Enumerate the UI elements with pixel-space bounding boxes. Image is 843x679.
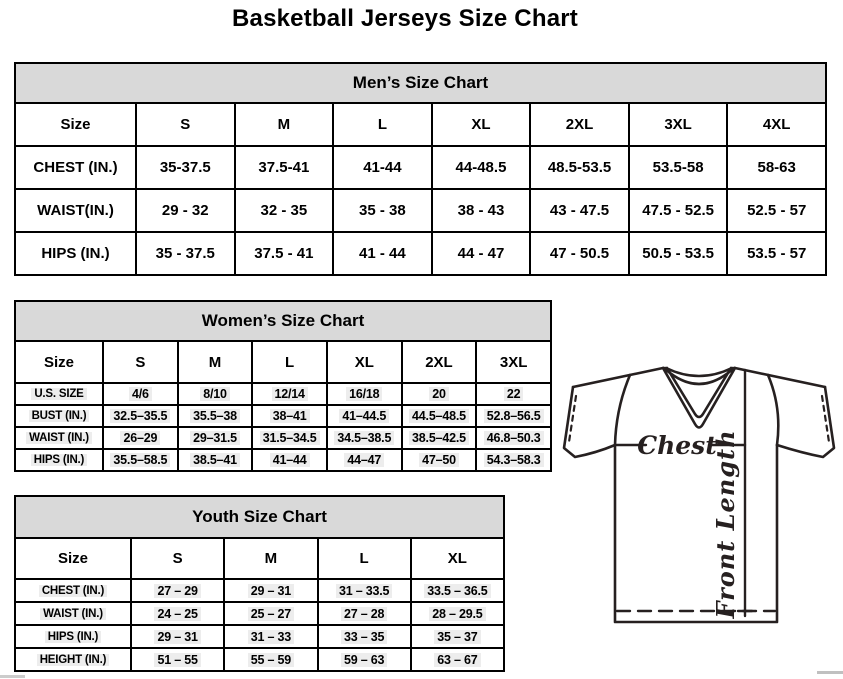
table-cell: 8/10 (178, 383, 253, 405)
table-cell: 35 - 38 (333, 189, 432, 232)
page-edge-artifact-right (817, 671, 843, 674)
table-cell: 52.5 - 57 (727, 189, 826, 232)
table-cell: 32 - 35 (235, 189, 334, 232)
table-cell: 27 – 29 (131, 579, 224, 602)
jersey-sleeve-right (777, 387, 834, 457)
size-column-header: XL (432, 103, 531, 146)
table-cell: 33.5 – 36.5 (411, 579, 504, 602)
size-column-header: M (178, 341, 253, 383)
table-row (15, 405, 551, 427)
table-cell: 48.5-53.5 (530, 146, 629, 189)
size-column-header: M (224, 538, 317, 579)
chart-title-band: Youth Size Chart (15, 496, 504, 538)
table-cell: 35.5–38 (178, 405, 253, 427)
mens-size-chart-section (14, 62, 827, 276)
row-label: HEIGHT (IN.) (15, 648, 131, 671)
size-column-header: 2XL (402, 341, 477, 383)
table-cell: 35.5–58.5 (103, 449, 178, 471)
table-cell: 53.5-58 (629, 146, 728, 189)
table-cell: 50.5 - 53.5 (629, 232, 728, 275)
row-label: CHEST (IN.) (15, 146, 136, 189)
size-corner-header: Size (15, 341, 103, 383)
size-column-header: XL (327, 341, 402, 383)
table-cell: 29–31.5 (178, 427, 253, 449)
table-cell: 47.5 - 52.5 (629, 189, 728, 232)
table-cell: 41 - 44 (333, 232, 432, 275)
row-label: WAIST(IN.) (15, 189, 136, 232)
chart-title-band: Women’s Size Chart (15, 301, 551, 341)
chart-title-band: Men’s Size Chart (15, 63, 826, 103)
jersey-shoulder-right (735, 368, 825, 387)
table-cell: 29 – 31 (224, 579, 317, 602)
table-cell: 43 - 47.5 (530, 189, 629, 232)
table-cell: 35-37.5 (136, 146, 235, 189)
row-label: HIPS (IN.) (15, 232, 136, 275)
row-label: CHEST (IN.) (15, 579, 131, 602)
table-cell: 38 - 43 (432, 189, 531, 232)
table-cell: 47 - 50.5 (530, 232, 629, 275)
table-cell: 25 – 27 (224, 602, 317, 625)
womens-size-table (14, 300, 552, 472)
table-row (15, 189, 826, 232)
front-length-label: Front Length (711, 429, 740, 619)
table-cell: 38–41 (252, 405, 327, 427)
table-cell: 22 (476, 383, 551, 405)
size-corner-header: Size (15, 103, 136, 146)
size-header-row (15, 341, 551, 383)
table-row (15, 427, 551, 449)
table-cell: 20 (402, 383, 477, 405)
table-cell: 53.5 - 57 (727, 232, 826, 275)
table-cell: 32.5–35.5 (103, 405, 178, 427)
row-label: HIPS (IN.) (15, 449, 103, 471)
table-cell: 31 – 33 (224, 625, 317, 648)
table-cell: 37.5-41 (235, 146, 334, 189)
size-header-row (15, 538, 504, 579)
table-row (15, 602, 504, 625)
table-cell: 44–47 (327, 449, 402, 471)
table-cell: 54.3–58.3 (476, 449, 551, 471)
size-column-header: L (318, 538, 411, 579)
chest-label: Chest (637, 431, 717, 460)
table-cell: 38.5–42.5 (402, 427, 477, 449)
row-label: U.S. SIZE (15, 383, 103, 405)
jersey-shoulder-left (573, 368, 663, 387)
womens-size-chart-section (14, 300, 552, 472)
row-label: HIPS (IN.) (15, 625, 131, 648)
table-cell: 58-63 (727, 146, 826, 189)
table-cell: 26–29 (103, 427, 178, 449)
size-column-header: S (131, 538, 224, 579)
size-column-header: 4XL (727, 103, 826, 146)
size-column-header: M (235, 103, 334, 146)
table-cell: 47–50 (402, 449, 477, 471)
size-column-header: L (252, 341, 327, 383)
table-cell: 24 – 25 (131, 602, 224, 625)
table-cell: 34.5–38.5 (327, 427, 402, 449)
table-cell: 27 – 28 (318, 602, 411, 625)
size-column-header: S (136, 103, 235, 146)
size-column-header: L (333, 103, 432, 146)
size-column-header: XL (411, 538, 504, 579)
table-cell: 28 – 29.5 (411, 602, 504, 625)
table-cell: 35 - 37.5 (136, 232, 235, 275)
jersey-measurement-diagram (556, 358, 842, 630)
jersey-collar-back-1 (666, 368, 732, 376)
table-cell: 29 – 31 (131, 625, 224, 648)
table-cell: 51 – 55 (131, 648, 224, 671)
table-cell: 55 – 59 (224, 648, 317, 671)
size-column-header: 2XL (530, 103, 629, 146)
table-cell: 38.5–41 (178, 449, 253, 471)
table-cell: 44 - 47 (432, 232, 531, 275)
table-cell: 12/14 (252, 383, 327, 405)
table-row (15, 648, 504, 671)
table-cell: 29 - 32 (136, 189, 235, 232)
table-cell: 41–44.5 (327, 405, 402, 427)
page-edge-artifact-left (0, 675, 25, 678)
table-cell: 63 – 67 (411, 648, 504, 671)
table-cell: 44.5–48.5 (402, 405, 477, 427)
table-row (15, 383, 551, 405)
table-cell: 35 – 37 (411, 625, 504, 648)
table-row (15, 579, 504, 602)
table-row (15, 232, 826, 275)
jersey-body (615, 445, 777, 622)
table-cell: 31 – 33.5 (318, 579, 411, 602)
size-column-header: 3XL (629, 103, 728, 146)
size-column-header: 3XL (476, 341, 551, 383)
table-cell: 31.5–34.5 (252, 427, 327, 449)
row-label: WAIST (IN.) (15, 427, 103, 449)
table-row (15, 449, 551, 471)
table-cell: 16/18 (327, 383, 402, 405)
page-title: Basketball Jerseys Size Chart (232, 5, 578, 32)
mens-size-table (14, 62, 827, 276)
table-cell: 33 – 35 (318, 625, 411, 648)
table-cell: 44-48.5 (432, 146, 531, 189)
table-cell: 52.8–56.5 (476, 405, 551, 427)
size-column-header: S (103, 341, 178, 383)
size-corner-header: Size (15, 538, 131, 579)
jersey-sleeve-left (564, 387, 615, 457)
table-cell: 46.8–50.3 (476, 427, 551, 449)
table-cell: 37.5 - 41 (235, 232, 334, 275)
youth-size-table (14, 495, 505, 672)
table-cell: 41-44 (333, 146, 432, 189)
table-cell: 4/6 (103, 383, 178, 405)
row-label: BUST (IN.) (15, 405, 103, 427)
size-header-row (15, 103, 826, 146)
row-label: WAIST (IN.) (15, 602, 131, 625)
jersey-armhole-left (615, 375, 630, 445)
table-row (15, 146, 826, 189)
table-cell: 41–44 (252, 449, 327, 471)
table-cell: 59 – 63 (318, 648, 411, 671)
youth-size-chart-section (14, 495, 505, 672)
jersey-armhole-right (768, 375, 778, 445)
table-row (15, 625, 504, 648)
